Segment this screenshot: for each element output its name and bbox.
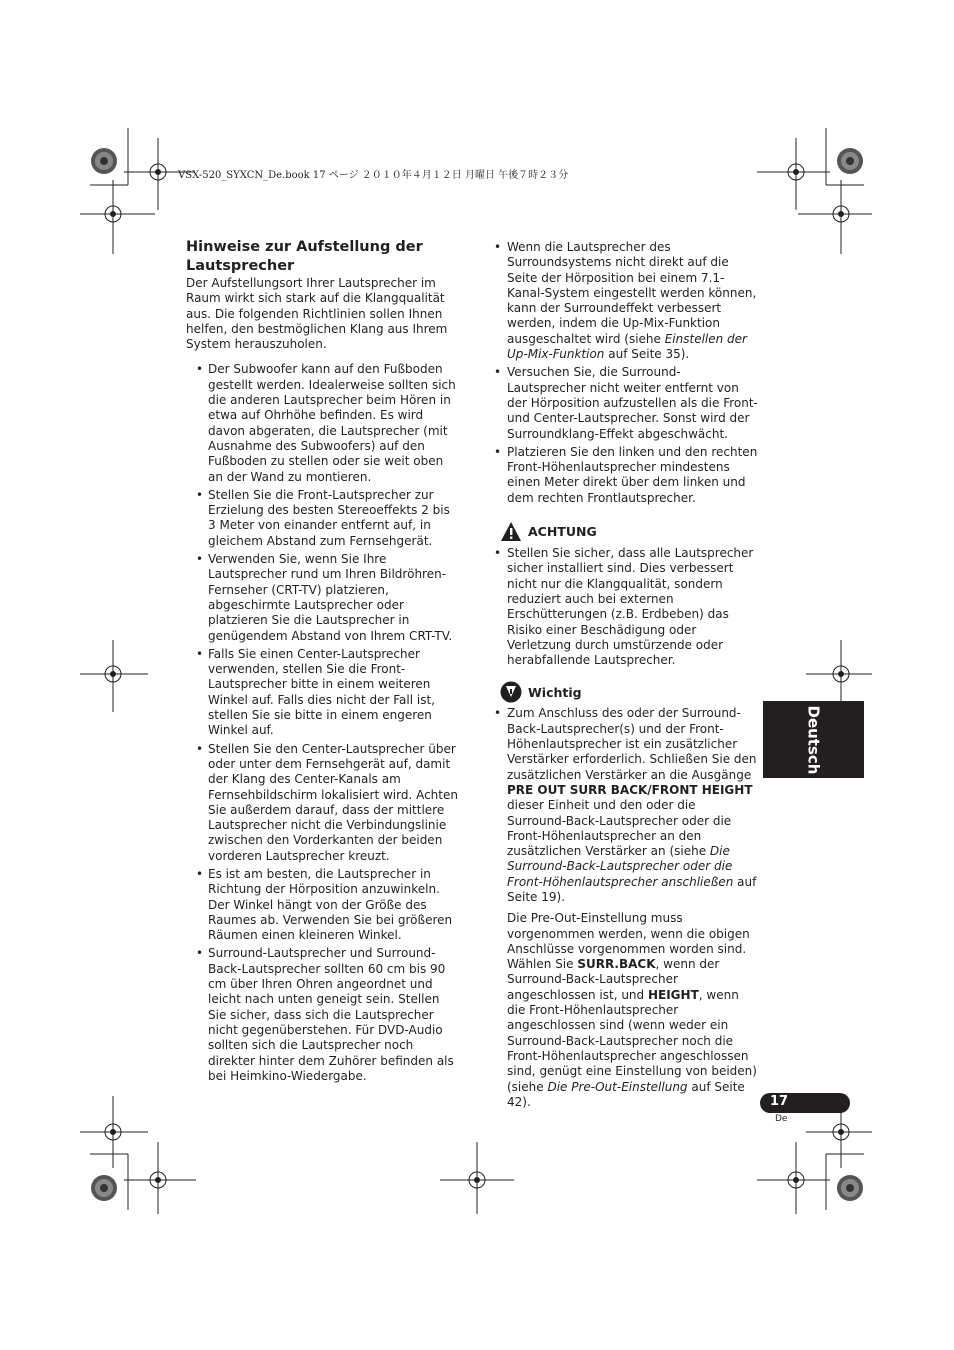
list-item: • Stellen Sie die Front-Lautsprecher zur Erzielung des besten Stereoeffekts 2 bis 3 Meter von einander entfernt auf, in gleichem Abstand zum Fernsehgerät. — [196, 488, 461, 549]
page-language: De — [775, 1114, 788, 1124]
intro-paragraph: Der Aufstellungsort Ihrer Lautsprecher im Raum wirkt sich stark auf die Klangqualität aus. Die folgenden Richtlinien sollen Ihnen helfen, den bestmöglichen Klang aus Ihrem System herauszuholen. — [186, 276, 448, 352]
cross-reference: Die Surround-Back-Lautsprecher oder die Front-Höhenlautsprecher anschließen — [507, 844, 734, 889]
list-item: • Der Subwoofer kann auf den Fußboden gestellt werden. Idealerweise sollten sich die anderen Lautsprecher beim Hören in etwa auf Ohrhöhe befinden. Es wird davon abgeraten, die Lautsprecher (mit Ausnahme des Subwoofers) auf den Fußboden zu stellen oder sie weit oben an der Wand zu montieren. — [196, 362, 461, 484]
placement-list-continued — [494, 240, 758, 506]
list-item: • Verwenden Sie, wenn Sie Ihre Lautsprecher rund um Ihren Bildröhren-Fernseher (CRT-TV) platzieren, abgeschirmte Lautsprecher oder platzieren Sie die Lautsprecher in genügendem Abstand von Ihrem CRT-TV. — [196, 552, 461, 644]
placement-list — [196, 362, 461, 1084]
list-item: • Platzieren Sie den linken und den rechten Front-Höhenlautsprecher mindestens einen Meter direkt über dem linken und dem rechten Frontlautsprecher. — [494, 445, 758, 506]
section-heading: Hinweise zur Aufstellung der Lautsprecher — [186, 239, 423, 274]
list-item: • Stellen Sie sicher, dass alle Lautsprecher sicher installiert sind. Dies verbessert nicht nur die Klangqualität, sondern reduziert auch bei externen Erschütterungen (z.B. Erdbeben) das Risiko einer Beschädigung oder Verletzung durch umstürzende oder herabfallende Lautsprecher. — [494, 546, 758, 668]
list-item: • Stellen Sie den Center-Lautsprecher über oder unter dem Fernsehgerät auf, damit der Klang des Center-Kanals am Fernsehbildschirm lokalisiert wird. Achten Sie außerdem darauf, dass der mittlere Lautsprecher nicht die Verbindungslinie zwischen den Vorderkanten der beiden vorderen Lautsprecher kreuzt. — [196, 742, 461, 864]
print-slug: VSX-520_SYXCN_De.book 17 ページ ２０１０年４月１２日 月曜日 午後７時２３分 — [178, 170, 569, 181]
important-heading: Wichtig — [500, 681, 758, 703]
list-item: • Es ist am besten, die Lautsprecher in Richtung der Hörposition anzuwinkeln. Der Winkel hängt von der Größe des Raumes ab. Verwenden Sie bei größeren Räumen einen kleineren Winkel. — [196, 867, 461, 943]
setting-label: SURR.BACK — [577, 957, 656, 972]
list-item: • Falls Sie einen Center-Lautsprecher verwenden, stellen Sie die Front-Lautsprecher bitte in einem weiteren Winkel auf. Falls dies nicht der Fall ist, stellen Sie sie bitte in einem engeren Winkel auf. — [196, 647, 461, 739]
warning-icon — [500, 521, 522, 543]
left-column — [186, 238, 461, 1087]
list-item: • Surround-Lautsprecher und Surround-Back-Lautsprecher sollten 60 cm bis 90 cm über Ihren Ohren angeordnet und leicht nach unten geneigt sein. Stellen Sie sicher, dass sich die Lautsprecher nicht gegenüberstehen. Für DVD-Audio sollten sich die Lautsprecher noch direkter hinter dem Zuhörer befinden als bei Heimkino-Wiedergabe. — [196, 946, 461, 1084]
list-item: • Versuchen Sie, die Surround-Lautsprecher nicht weiter entfernt von der Hörposition aufzustellen als die Front- und Center-Lautsprecher. Sonst wird der Surroundklang-Effekt abgeschwächt. — [494, 365, 758, 441]
language-tab: Deutsch — [763, 701, 864, 778]
setting-label: HEIGHT — [647, 987, 699, 1002]
list-item: • Wenn die Lautsprecher des Surroundsystems nicht direkt auf die Seite der Hörposition bei einem 7.1-Kanal-System eingestellt werden können, kann der Surroundeffekt verbessert werden, indem die Up-Mix-Funktion ausgeschaltet wird (siehe Einstellen der Up-Mix-Funktion auf Seite 35). — [494, 240, 758, 362]
cross-reference: Die Pre-Out-Einstellung — [547, 1079, 688, 1094]
output-label: PRE OUT SURR BACK/FRONT HEIGHT — [507, 782, 753, 797]
caution-list — [494, 546, 758, 668]
right-column — [494, 240, 758, 1110]
caution-heading: ACHTUNG — [500, 521, 758, 543]
cross-reference: Einstellen der Up-Mix-Funktion — [507, 331, 747, 362]
list-item: • Zum Anschluss des oder der Surround-Back-Lautsprecher(s) und der Front-Höhenlautsprecher ist ein zusätzlicher Verstärker erforderlich. Schließen Sie den zusätzlichen Verstärker an die Ausgänge PRE OUT SURR BACK/FRONT HEIGHT dieser Einheit und den oder die Surround-Back-Lautsprecher oder die Front-Höhenlautsprecher an den zusätzlichen Verstärker an (siehe Die Surround-Back-Lautsprecher oder die Front-Höhenlautsprecher anschließen auf Seite 19). — [494, 706, 758, 905]
page-number: 17 — [770, 1094, 789, 1109]
important-icon — [500, 681, 522, 703]
important-list — [494, 706, 758, 905]
preout-paragraph: Die Pre-Out-Einstellung muss vorgenommen werden, wenn die obigen Anschlüsse vorgenommen worden sind. Wählen Sie SURR.BACK, wenn der Surround-Back-Lautsprecher angeschlossen ist, und HEIGHT, wenn die Front-Höhenlautsprecher angeschlossen sind (wenn weder ein Surround-Back-Lautsprecher noch die Front-Höhenlautsprecher angeschlossen sind, genügt eine Einstellung von beiden) (siehe Die Pre-Out-Einstellung auf Seite 42). — [507, 911, 757, 1109]
